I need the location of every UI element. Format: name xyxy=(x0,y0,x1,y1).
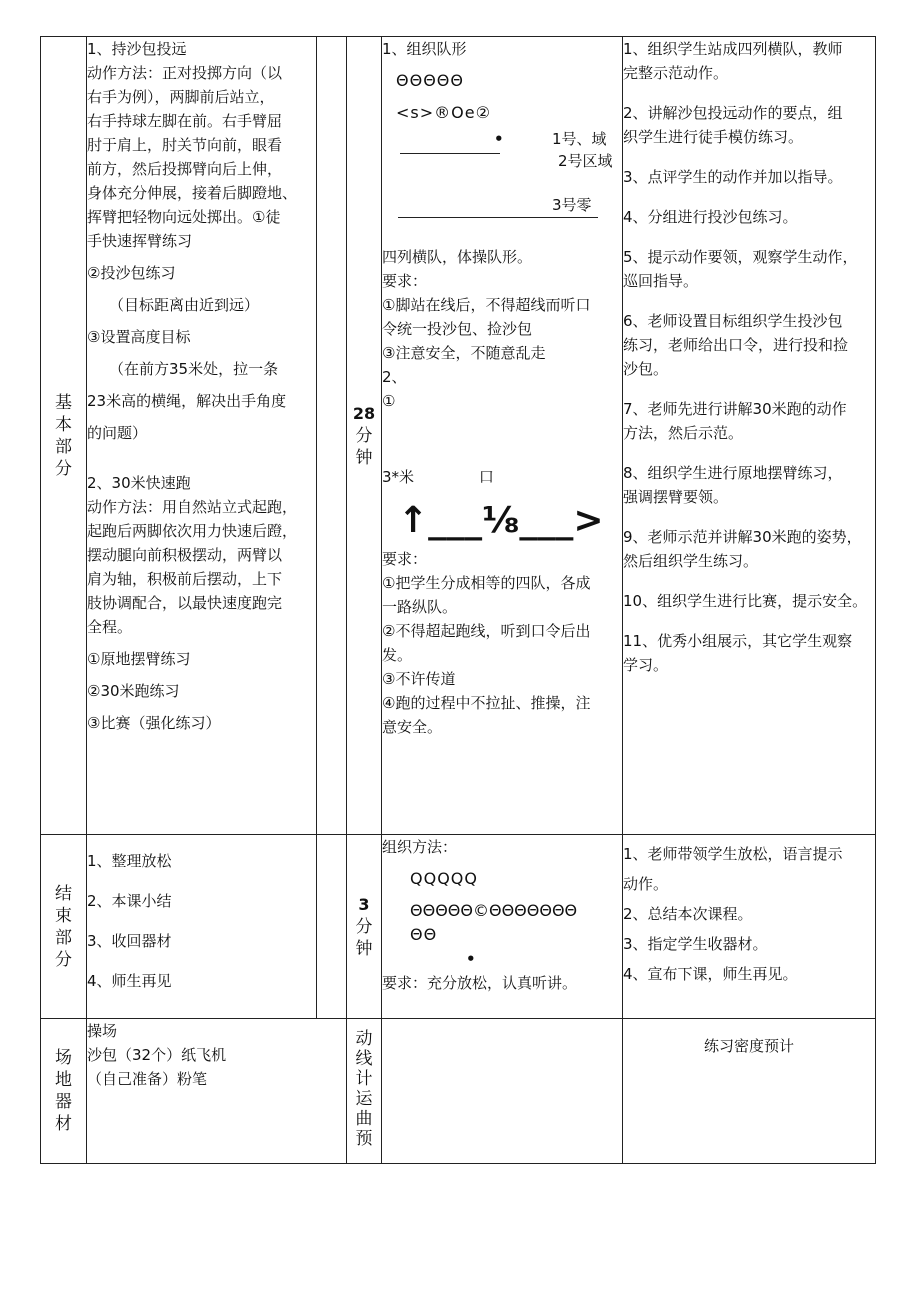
route-title-cell: 动 线 计 运 曲 预 xyxy=(347,1019,382,1164)
basic-section-row xyxy=(41,37,876,835)
lesson-plan-table xyxy=(40,36,876,1164)
basic-content-cell: 1、持沙包投远 动作方法：正对投掷方向（以 右手为例），两脚前后站立， 右手持球左脚在前。右手臂屈 肘于肩上，肘关节向前，眼看 前方，然后投掷臂向后上伸， 身体充分伸展，接着后脚蹬地、 挥臂把轻物向远处掷出。①徒 手快速挥臂练习 ②投沙包练习 （目标距离由近到远） ③设置高度目标 （在前方35米处，拉一条 23米高的横绳，解决出手角度 的问题） 2、30米快速跑 动作方法：用自然站立式起跑， 起跑后两脚依次用力快速后蹬， 摆动腿向前积极摆动，两臂以 肩为轴，积极前后摆动，上下 肢协调配合，以最快速度跑完 全程。 ①原地摆臂练习 ②30米跑练习 ③比赛（强化练习） xyxy=(87,37,317,835)
basic-section-title: 基 本 部 分 xyxy=(41,37,87,835)
basic-time-cell: 28 分 钟 xyxy=(347,37,382,835)
density-title: 练习密度预计 xyxy=(703,1037,794,1055)
ending-time-cell: 3 分 钟 xyxy=(347,835,382,1019)
ending-section-title: 结 束 部 分 xyxy=(41,835,87,1019)
ending-content-cell: 1、整理放松 2、本课小结 3、收回器材 4、师生再见 xyxy=(87,835,317,1019)
basic-blank-cell xyxy=(317,37,347,835)
formation-row-2: <s>®Oe② xyxy=(396,103,491,122)
basic-teacher-cell: 1、组织学生站成四列横队，教师 完整示范动作。 2、讲解沙包投远动作的要点，组 织学生进行徒手模仿练习。 3、点评学生的动作并加以指导。 4、分组进行投沙包练习。 5、提示动作要领，观察学生动作， 巡回指导。 6、老师设置目标组织学生投沙包 练习，老师给出口令，进行投和捡 沙包。 7、老师先进行讲解30米跑的动作 方法，然后示范。 8、组织学生进行原地摆臂练习， 强调摆臂要领。 9、老师示范并讲解30米跑的姿势， 然后组织学生练习。 10、组织学生进行比赛，提示安全。 11、优秀小组展示，其它学生观察 学习。 xyxy=(623,37,876,835)
ending-blank-cell xyxy=(317,835,347,1019)
zone-line-1 xyxy=(400,153,500,154)
equipment-section-row xyxy=(41,1019,876,1164)
ending-section-row xyxy=(41,835,876,1019)
equipment-content-cell: 操场 沙包（32个）纸飞机 （自己准备）粉笔 xyxy=(87,1019,347,1164)
ending-teacher-cell: 1、老师带领学生放松，语言提示 动作。 2、总结本次课程。 3、指定学生收器材。 4、宣布下课，师生再见。 xyxy=(623,835,876,1019)
zone-line-2 xyxy=(398,217,598,218)
ending-formation-1: QQQQQ xyxy=(410,869,478,888)
route-diagram-cell xyxy=(382,1019,623,1164)
run-label: 3*米 口 xyxy=(382,468,494,486)
ending-org-cell: 组织方法： QQQQQ ΘΘΘΘΘ©ΘΘΘΘΘΘΘ ΘΘ • 要求：充分放松，认真听讲。 xyxy=(382,835,623,1019)
equipment-section-title: 场 地 器 材 xyxy=(41,1019,87,1164)
density-cell xyxy=(623,1019,876,1164)
ending-formation-3: ΘΘ xyxy=(410,925,438,944)
formation-row-1: ΘΘΘΘΘ xyxy=(396,71,464,90)
basic-org-cell: 1、组织队形 ΘΘΘΘΘ <s>®Oe② • 1号、域 2号区域 3号零 四列横队，体操队形。 要求： ①脚站在线后，不得超线而听口 令统一投沙包、捡沙包 ③注意安全，不随意乱走 2、 ① 3*米 口 ↑___⅛___> 要求： ①把学生分成相等的四队，各成 一路纵队。 ②不得超起跑线，听到口令后出 发。 ③不许传道 ④跑的过程中不拉扯、推操，注 意安全。 xyxy=(382,37,623,835)
run-diagram: ↑___⅛___> xyxy=(398,500,604,541)
throw-zone-diagram: • 1号、域 2号区域 3号零 xyxy=(382,125,622,229)
ending-formation-2: ΘΘΘΘΘ©ΘΘΘΘΘΘΘ xyxy=(410,901,578,920)
item1-title: 1、持沙包投远 xyxy=(87,40,187,58)
item2-title: 2、30米快速跑 xyxy=(87,474,191,492)
